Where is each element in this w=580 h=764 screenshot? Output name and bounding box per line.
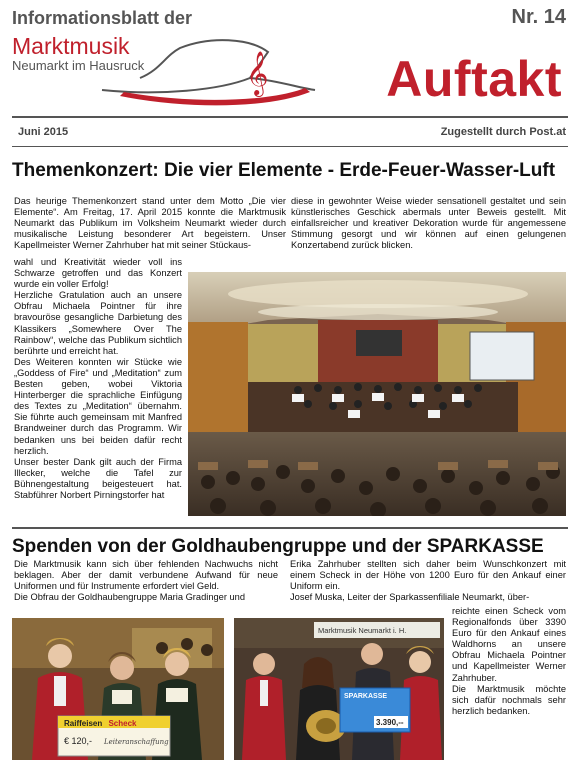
article2-narrow-column: [452, 606, 566, 717]
article2-right-para1: Erika Zahrhuber stellten sich daher beim Wunschkonzert mit einem Scheck in der Höhe von 1200 Euro für den Ankauf einer Uniform ein.: [290, 559, 566, 592]
section-rule: [12, 527, 568, 529]
masthead: [0, 0, 580, 120]
brand-location: Neumarkt im Hausruck: [12, 58, 145, 73]
article1-para3: Des Weiteren konnten wir Stücke wie „Goddess of Fire“ und „Meditation“ zum Besten geben, wobei Viktoria Hinterberger die sprachliche Einfügung des Textes zu „Meditation“ übernahm. Sie führte auch gemeinsam mit Manfred Brandweiner durch das Programm. Wir bedanken uns bei beiden dafür recht herzlich.: [14, 356, 182, 456]
sparkasse-check-photo: [234, 618, 444, 760]
article1-left-column: [14, 257, 182, 501]
check-amount: € 120,-: [64, 736, 93, 746]
dateline: [12, 124, 568, 140]
concert-hall-photo: [188, 272, 566, 516]
article2-headline: Spenden von der Goldhaubengruppe und der SPARKASSE: [12, 536, 544, 557]
masthead-kicker: Informationsblatt der: [12, 8, 193, 28]
sparkasse-amount: 3.390,--: [376, 718, 404, 727]
article1-intro: Das heurige Themenkonzert stand unter dem Motto „Die vier Elemente“. Am Freitag, 17. April 2015 konnte die Marktmusik Neumarkt das Publikum im Volksheim Neumarkt wieder durch musikalische Leistung besonderer Art begeistern. Unser Kapellmeister Werner Zahrhuber hat mit seiner Stückaus-: [14, 196, 286, 251]
article2-left-para2: Die Obfrau der Goldhaubengruppe Maria Gradinger und: [14, 592, 246, 603]
article1-right-column: diese in gewohnter Weise wieder sensationell gestaltet und sein künstlerisches Geschick abermals unter Beweis gestellt. Mit einfallsreicher und kreativer Dekoration wurde für angemessene Stimmung gesorgt und wir können auf einen gelungenen Konzertabend zurück blicken.: [291, 196, 566, 251]
article1-para2: Herzliche Gratulation auch an unsere Obfrau Michaela Pointner für ihre bravouröse gesangliche Darbietung des Klassikers „Somewhere Over The Rainbow“, welche das Publikum sichtlich berührte und erreicht hat.: [14, 290, 182, 356]
brand-name: Marktmusik: [12, 33, 130, 59]
raiffeisen-label: Raiffeisen: [64, 719, 103, 728]
stage-banner: Marktmusik Neumarkt i. H.: [318, 626, 407, 635]
dateline-rule: [12, 146, 568, 147]
sparkasse-label: SPARKASSE: [344, 693, 388, 700]
svg-text:Raiffeisen Scheck: [64, 719, 137, 728]
article2-right-column: [290, 559, 566, 603]
article2-narrow-para2: Die Marktmusik möchte sich dafür nochmals sehr herzlich bedanken.: [452, 683, 566, 716]
article2-narrow-para1: reichte einen Scheck vom Regionalfonds über 3390 Euro für den Ankauf eines Waldhorns an unsere Obfrau Michaela Pointner und Kapellmeister Werner Zahrhuber.: [452, 606, 566, 683]
svg-text:𝄞: 𝄞: [246, 51, 269, 95]
delivery-note: Zugestellt durch Post.at: [440, 126, 566, 138]
article1-headline: Themenkonzert: Die vier Elemente - Erde-Feuer-Wasser-Luft: [12, 160, 556, 181]
article1-para1-end: wahl und Kreativität wieder voll ins Schwarze getroffen und das Konzert wurde ein voller Erfolg!: [14, 257, 182, 290]
issue-date: Juni 2015: [18, 126, 69, 138]
article2-right-para2: Josef Muska, Leiter der Sparkassenfiliale Neumarkt, über-: [290, 592, 530, 603]
goldhauben-check-photo: [12, 618, 224, 760]
article2-left-para1: Die Marktmusik kann sich über fehlenden Nachwuchs nicht beklagen. Aber der damit verbundene Aufwand für neue Uniformen und für Instrumente erfordert viel Geld.: [14, 559, 278, 592]
article2-left-column: [14, 559, 278, 603]
hat-logo-icon: [100, 30, 320, 110]
issue-number: Nr. 14: [511, 6, 566, 28]
article1-para4: Unser bester Dank gilt auch der Firma Illecker, welche die Tafel zur Bühnengestaltung beigesteuert hat. Stabführer Norbert Pirningstorfer hat: [14, 456, 182, 500]
newsletter-title: Auftakt: [386, 51, 562, 107]
check-memo: Leiteranschaffung: [104, 738, 169, 746]
scheck-label: Scheck: [108, 719, 137, 728]
masthead-rule: [12, 116, 568, 118]
